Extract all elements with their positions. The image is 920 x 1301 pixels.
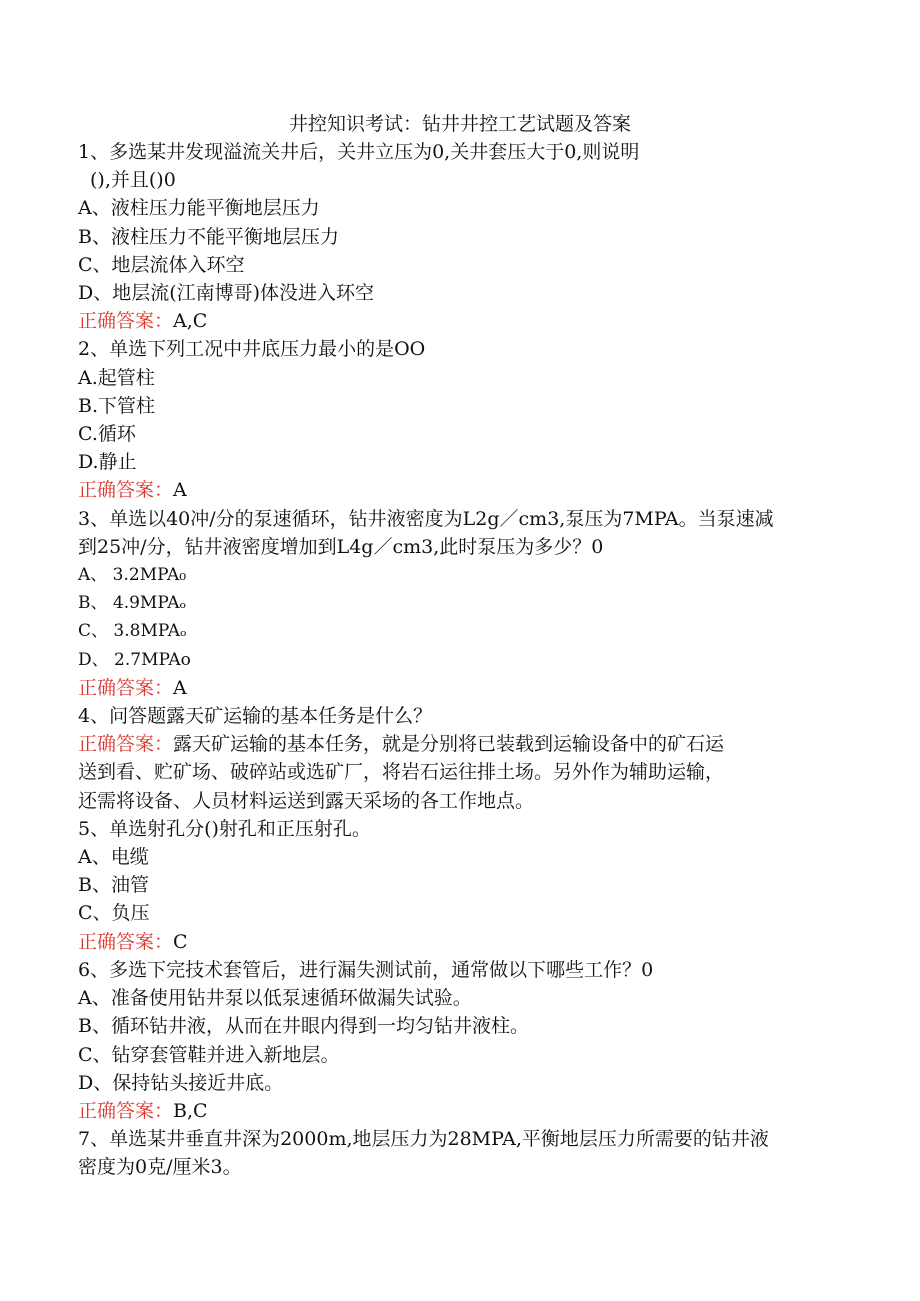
question-1-option-a: A、液柱压力能平衡地层压力 (78, 197, 320, 220)
question-5-answer (78, 928, 838, 956)
question-list (78, 138, 838, 1182)
question-2-option-c: C.循环 (78, 423, 136, 446)
question-1-option-b: B、液柱压力不能平衡地层压力 (78, 225, 339, 248)
answer-value: B,C (173, 1099, 208, 1122)
question-3-stem-line-1: 3、单选以40冲/分的泵速循环，钻井液密度为L2g／cm3,泵压为7MPA。当泵速减 (78, 507, 774, 530)
question-4-stem: 4、问答题露天矿运输的基本任务是什么？ (78, 705, 433, 728)
question-6-option-c: C、钻穿套管鞋并进入新地层。 (78, 1043, 340, 1066)
question-1-stem-line-2: (),并且()0 (90, 169, 176, 192)
answer-value: A (173, 676, 187, 699)
question-5-option-c: C、负压 (78, 902, 150, 925)
question-3-option-b: B、 4.9MPAₒ (78, 593, 187, 614)
answer-label: 正确答案： (78, 310, 174, 333)
question-6-answer (78, 1097, 838, 1125)
answer-value: 露天矿运输的基本任务，就是分别将已装载到运输设备中的矿石运 (173, 733, 725, 756)
question-2-answer (78, 476, 838, 504)
question-7-stem-line-2: 密度为0克/厘米3。 (78, 1156, 242, 1179)
question-3-answer (78, 674, 838, 702)
question-6-stem: 6、多选下完技术套管后，进行漏失测试前，通常做以下哪些工作？0 (78, 958, 654, 981)
document-title: 井控知识考试：钻井井控工艺试题及答案 (288, 113, 631, 135)
answer-value: C (173, 930, 188, 953)
question-7-stem-line-1: 7、单选某井垂直井深为2000m,地层压力为28MPA,平衡地层压力所需要的钻井液 (78, 1128, 769, 1151)
question-5-stem: 5、单选射孔分()射孔和正压射孔。 (78, 817, 371, 840)
answer-label: 正确答案： (78, 479, 174, 502)
question-1-option-c: C、地层流体入环空 (78, 253, 245, 276)
question-5-option-b: B、油管 (78, 874, 149, 897)
question-1-stem-line-1: 1、多选某井发现溢流关井后，关井立压为0,关井套压大于0,则说明 (78, 141, 640, 163)
question-2-stem: 2、单选下列工况中井底压力最小的是OO (78, 338, 426, 361)
answer-value: A,C (173, 310, 208, 333)
question-6-option-d: D、保持钻头接近井底。 (78, 1071, 284, 1094)
question-4-answer-line-2: 送到看、贮矿场、破碎站或选矿厂，将岩石运往排土场。另外作为辅助运输， (78, 761, 725, 784)
question-2-option-d: D.静止 (78, 451, 137, 474)
question-4-answer-line-1 (78, 730, 838, 758)
answer-label: 正确答案： (78, 930, 174, 953)
question-1-option-d: D、地层流(江南博哥)体没进入环空 (78, 282, 375, 305)
answer-value: A (173, 479, 187, 502)
question-3-option-c: C、 3.8MPAₒ (78, 621, 187, 642)
answer-label: 正确答案： (78, 1099, 174, 1122)
question-3-option-d: D、 2.7MPAo (78, 649, 191, 670)
answer-label: 正确答案： (78, 733, 174, 756)
question-4-answer-line-3: 还需将设备、人员材料运送到露天采场的各工作地点。 (78, 789, 535, 812)
question-3-stem-line-2: 到25冲/分，钻井液密度增加到L4g／cm3,此时泵压为多少？0 (78, 535, 604, 558)
question-6-option-b: B、循环钻井液，从而在井眼内得到一均匀钻井液柱。 (78, 1015, 529, 1038)
question-2-option-b: B.下管柱 (78, 394, 156, 417)
answer-label: 正确答案： (78, 676, 174, 699)
question-3-option-a: A、 3.2MPA₀ (78, 565, 187, 586)
question-1-answer (78, 307, 838, 335)
question-5-option-a: A、电缆 (78, 846, 149, 869)
question-6-option-a: A、准备使用钻井泵以低泵速循环做漏失试验。 (78, 987, 472, 1010)
question-2-option-a: A.起管柱 (78, 366, 155, 389)
